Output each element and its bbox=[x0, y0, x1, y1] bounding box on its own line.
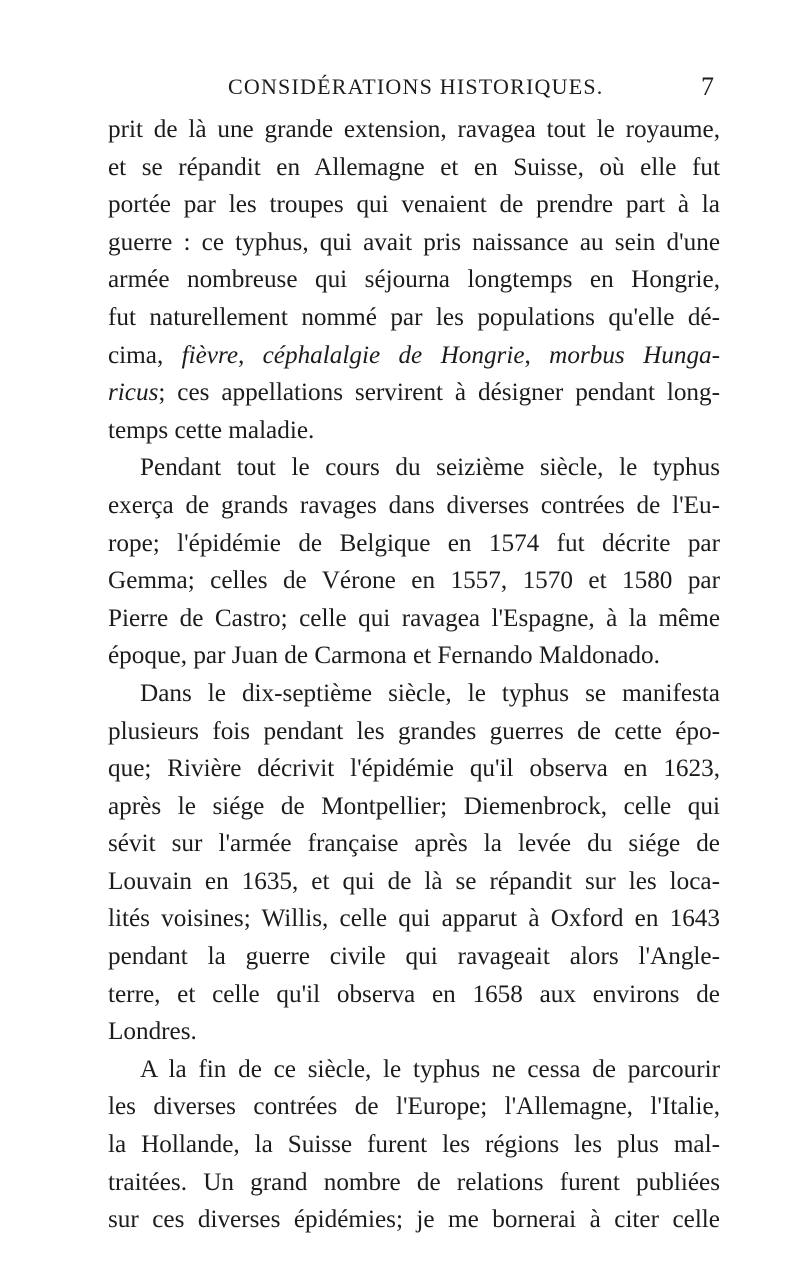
text-line: après le siége de Montpellier; Diemenbrock, celle qui bbox=[108, 792, 720, 820]
text-line: A la fin de ce siècle, le typhus ne cessa de parcourir bbox=[140, 1055, 720, 1083]
text-segment: , bbox=[524, 341, 531, 369]
text-line: plusieurs fois pendant les grandes guerres de cette épo- bbox=[108, 717, 720, 745]
text-line: temps cette maladie. bbox=[108, 416, 315, 444]
text-line: lités voisines; Willis, celle qui apparut à Oxford en 1643 bbox=[108, 905, 720, 933]
text-line: Pendant tout le cours du seizième siècle, le typhus bbox=[140, 454, 720, 482]
text-line: sur ces diverses épidémies; je me bornerai à citer celle bbox=[108, 1206, 720, 1234]
italic-term: morbus Hunga- bbox=[549, 341, 721, 369]
text-segment: cima, bbox=[108, 341, 164, 369]
text-line: Londres. bbox=[108, 1018, 197, 1046]
text-line: époque, par Juan de Carmona et Fernando Maldonado. bbox=[108, 642, 660, 670]
text-line: Dans le dix-septième siècle, le typhus se manifesta bbox=[140, 679, 720, 707]
text-line bbox=[108, 337, 720, 375]
text-line: rope; l'épidémie de Belgique en 1574 fut décrite par bbox=[108, 529, 720, 557]
text-line bbox=[108, 374, 720, 412]
text-line: et se répandit en Allemagne et en Suisse, où elle fut bbox=[108, 153, 720, 181]
text-line: portée par les troupes qui venaient de prendre part à la bbox=[108, 191, 720, 219]
body-text bbox=[108, 111, 720, 1239]
text-line: guerre : ce typhus, qui avait pris naissance au sein d'une bbox=[108, 228, 720, 256]
text-line: traitées. Un grand nombre de relations furent publiées bbox=[108, 1168, 720, 1196]
text-line: Pierre de Castro; celle qui ravagea l'Espagne, à la même bbox=[108, 604, 720, 632]
text-line: la Hollande, la Suisse furent les régions les plus mal- bbox=[108, 1131, 720, 1159]
running-title: CONSIDÉRATIONS HISTORIQUES. bbox=[228, 74, 604, 99]
text-line: fut naturellement nommé par les populations qu'elle dé- bbox=[108, 303, 720, 331]
text-line: exerça de grands ravages dans diverses contrées de l'Eu- bbox=[108, 491, 720, 519]
page-header bbox=[0, 72, 800, 106]
text-line: prit de là une grande extension, ravagea tout le royaume, bbox=[108, 116, 720, 143]
text-line: terre, et celle qu'il observa en 1658 aux environs de bbox=[108, 980, 720, 1008]
text-line: Gemma; celles de Vérone en 1557, 1570 et 1580 par bbox=[108, 567, 720, 595]
text-line: sévit sur l'armée française après la levée du siége de bbox=[108, 830, 720, 858]
italic-term: ricus bbox=[108, 379, 159, 407]
italic-term: fièvre, céphalalgie de Hongrie bbox=[181, 341, 525, 369]
page-number: 7 bbox=[701, 72, 714, 101]
text-line: Louvain en 1635, et qui de là se répandit sur les loca- bbox=[108, 867, 720, 895]
text-line: armée nombreuse qui séjourna longtemps en Hongrie, bbox=[108, 266, 720, 294]
text-line: pendant la guerre civile qui ravageait alors l'Angle- bbox=[108, 943, 720, 971]
text-line: que; Rivière décrivit l'épidémie qu'il observa en 1623, bbox=[108, 755, 720, 783]
text-line: les diverses contrées de l'Europe; l'Allemagne, l'Italie, bbox=[108, 1093, 720, 1121]
text-segment: ; ces appellations servirent à désigner pendant long- bbox=[158, 379, 720, 407]
